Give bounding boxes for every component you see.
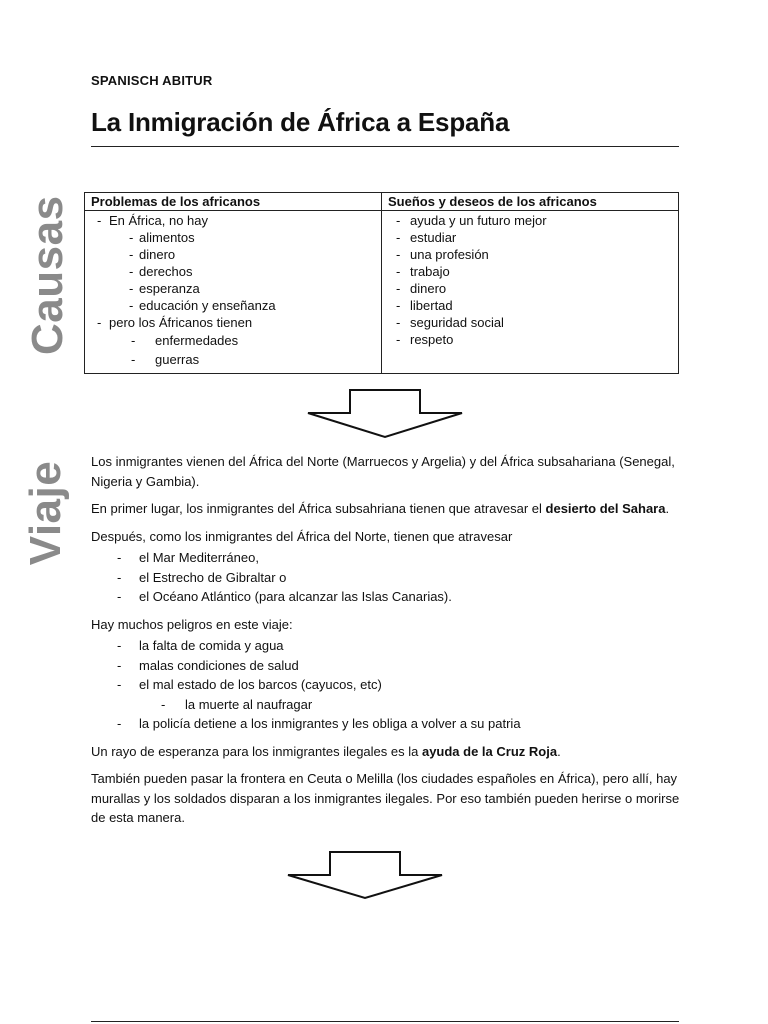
list-item: - el Mar Mediterráneo, [91,548,681,568]
journey-paragraph-red-cross [91,742,681,762]
list-item: - alimentos [109,229,375,246]
sahara-end: . [665,501,670,516]
list-item: - estudiar [388,229,672,246]
title-divider [91,146,679,147]
problems-group1-list [109,229,375,314]
dreams-cell [382,211,679,374]
list-item: - enfermedades [109,331,375,350]
list-item: - el Estrecho de Gibraltar o [91,568,681,588]
list-item: - esperanza [109,280,375,297]
down-arrow-icon [284,850,448,902]
journey-paragraph-routes-intro: Después, como los inmigrantes del África del Norte, tienen que atravesar [91,528,513,544]
page-title: La Inmigración de África a España [91,107,510,137]
causes-table [84,192,679,374]
problems-list [91,212,375,369]
table-header-problems: Problemas de los africanos [85,193,382,211]
list-item: - ayuda y un futuro mejor [388,212,672,229]
dreams-list [388,212,672,348]
problems-group2-list [109,331,375,369]
sahara-bold: desierto del Sahara [545,501,666,516]
list-item: - el Océano Atlántico (para alcanzar las Islas Canarias). [91,587,681,607]
problems-group1-label: En África, no hay [109,213,208,228]
journey-paragraph-ceuta-melilla: También pueden pasar la frontera en Ceuta o Melilla (los ciudades españoles en África), pero allí, hay murallas y los soldados disparan a los inmigrantes ilegales. Por eso también pueden herirse o morirse de esta manera. [91,771,680,825]
journey-paragraph-dangers-intro: Hay muchos peligros en este viaje: [91,616,293,632]
list-item [91,314,375,369]
list-item: - una profesión [388,246,672,263]
routes-list [91,548,681,607]
side-label-causas: Causas [23,195,72,355]
table-header-dreams: Sueños y deseos de los africanos [382,193,679,211]
list-item: - la policía detiene a los inmigrantes y les obliga a volver a su patria [91,714,681,734]
list-item: - libertad [388,297,672,314]
list-item: - la falta de comida y agua [91,636,681,656]
list-item: - la muerte al naufragar [91,695,681,715]
list-item: - malas condiciones de salud [91,656,681,676]
list-item: - educación y enseñanza [109,297,375,314]
list-item: - el mal estado de los barcos (cayucos, etc) [91,675,681,695]
journey-paragraph-sahara [91,499,681,519]
dangers-list [91,636,681,734]
list-item: - seguridad social [388,314,672,331]
header-label: SPANISCH ABITUR [91,73,213,88]
list-item: - trabajo [388,263,672,280]
list-item: - dinero [109,246,375,263]
red-cross-text: Un rayo de esperanza para los inmigrantes ilegales es la [91,743,422,759]
problems-group2-label: pero los Áfricanos tienen [109,315,253,330]
list-item: - dinero [388,280,672,297]
side-label-viaje: Viaje [21,460,70,566]
table-row [85,211,679,374]
red-cross-end: . [557,743,561,759]
down-arrow-icon [304,388,468,440]
list-item: - derechos [109,263,375,280]
list-item: - respeto [388,331,672,348]
journey-paragraph-origins: Los inmigrantes vienen del África del Norte (Marruecos y Argelia) y del África subsahariana (Senegal, Nigeria y Gambia). [91,454,675,489]
list-item [91,212,375,314]
sahara-text: En primer lugar, los inmigrantes del África subsahriana tienen que atravesar el [91,501,546,516]
problems-cell [85,211,382,374]
list-item: - guerras [109,350,375,369]
table-header-row [85,193,679,211]
journey-section [91,452,681,836]
red-cross-bold: ayuda de la Cruz Roja [421,743,558,759]
footer-divider [91,1021,679,1022]
